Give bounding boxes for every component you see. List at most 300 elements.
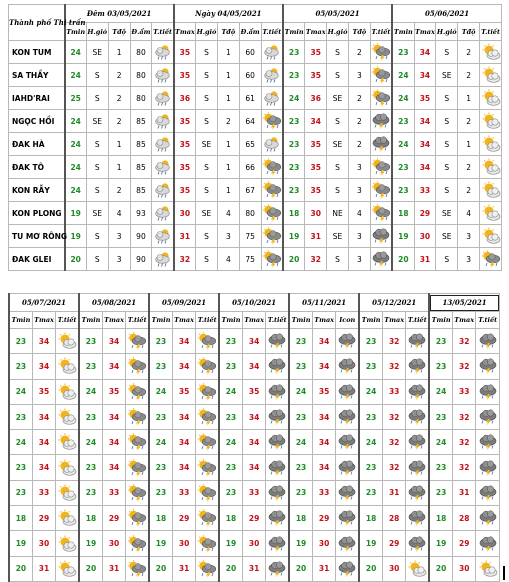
weather-cell [126,354,149,379]
value-cell: 32 [383,455,406,480]
rain-cloud-icon [152,250,172,268]
value-cell: 2 [217,110,239,133]
weather-cell [56,430,79,455]
column-header: Tmax [172,312,195,329]
value-cell: 23 [429,354,452,379]
value-cell: 3 [458,248,480,271]
value-cell: S [196,225,218,248]
storm-sun-icon [126,509,148,527]
city-name: TU MƠ RÔNG [9,225,65,248]
weather-cell [152,64,174,87]
value-cell: S [327,248,349,271]
column-header: Đ.ẩm [239,23,261,41]
column-header: T.tiết [196,312,219,329]
value-cell: 32 [174,248,196,271]
column-header: Tmin [149,312,172,329]
value-cell: 1 [458,133,480,156]
column-header: Tmin [359,312,382,329]
weather-cell [152,133,174,156]
value-cell: SE [327,87,349,110]
weather-cell [336,531,359,556]
value-cell: 24 [149,379,172,404]
value-cell: SE [436,225,458,248]
value-cell: 3 [348,248,370,271]
value-cell: SE [327,133,349,156]
column-header: Tđộ [458,23,480,41]
storm-sun-icon [262,112,282,130]
weather-cell [266,556,289,581]
value-cell: 90 [130,225,152,248]
table-row [9,329,500,354]
value-cell: 24 [9,379,32,404]
weather-cell [266,430,289,455]
table-row [9,225,502,248]
rain-cloud-icon [152,89,172,107]
sun-cloud-icon [56,484,78,502]
value-cell: 2 [458,41,480,64]
value-cell: S [196,64,218,87]
weather-cell [56,379,79,404]
value-cell: 34 [32,354,55,379]
value-cell: 24 [65,110,87,133]
weather-cell [152,87,174,110]
weather-cell [196,354,219,379]
value-cell: 24 [283,87,305,110]
value-cell: 32 [383,354,406,379]
value-cell: 31 [414,248,436,271]
value-cell: 34 [102,430,125,455]
value-cell: 23 [392,179,414,202]
weather-cell [196,531,219,556]
storm-cloud-icon [476,459,499,477]
value-cell: 23 [9,354,32,379]
sun-cloud-icon [480,89,501,107]
storm-sun-icon [480,250,501,268]
value-cell: 19 [219,531,242,556]
value-cell: 23 [219,480,242,505]
column-header: Tmax [102,312,125,329]
weather-cell [56,354,79,379]
storm-sun-icon [371,158,391,176]
storm-cloud-icon [336,357,358,375]
value-cell: 29 [32,506,55,531]
value-cell: 35 [174,110,196,133]
value-cell: 34 [172,404,195,429]
weather-cell [476,506,500,531]
column-header: Tmax [174,23,196,41]
value-cell: 4 [217,248,239,271]
value-cell: 23 [149,404,172,429]
value-cell: 34 [312,430,335,455]
value-cell: 35 [305,179,327,202]
sun-cloud-icon [56,383,78,401]
sun-cloud-icon [406,560,428,578]
value-cell: 35 [305,41,327,64]
value-cell: 31 [32,556,55,581]
rain-cloud-icon [262,89,282,107]
group-header: 05/09/2021 [149,294,219,312]
city-name: ĐAK TÔ [9,156,65,179]
column-header: Tmin [65,23,87,41]
storm-sun-icon [262,204,282,222]
storm-cloud-icon [406,459,428,477]
sun-cloud-icon [56,459,78,477]
value-cell: 32 [383,329,406,354]
weather-cell [56,480,79,505]
value-cell: 34 [312,329,335,354]
value-cell: 33 [102,480,125,505]
weather-cell [370,202,392,225]
storm-cloud-icon [336,484,358,502]
sun-cloud-icon [480,112,501,130]
weather-cell [126,404,149,429]
value-cell: 34 [305,110,327,133]
city-name: NGỌC HỒI [9,110,65,133]
value-cell: S [327,179,349,202]
weather-cell [196,556,219,581]
value-cell: 20 [392,248,414,271]
group-header: Ngày 04/05/2021 [174,5,283,23]
value-cell: 19 [65,225,87,248]
sun-cloud-icon [480,43,501,61]
storm-cloud-icon [406,484,428,502]
value-cell: 23 [79,329,102,354]
weather-cell [126,556,149,581]
value-cell: 30 [383,556,406,581]
value-cell: 35 [174,179,196,202]
value-cell: 23 [289,354,312,379]
value-cell: 34 [32,430,55,455]
storm-cloud-icon [266,484,288,502]
weather-cell [266,354,289,379]
value-cell: 24 [9,430,32,455]
value-cell: 28 [453,506,476,531]
value-cell: 3 [348,156,370,179]
sun-cloud-icon [480,158,501,176]
storm-cloud-icon [266,560,288,578]
weather-cell [126,430,149,455]
value-cell: SE [86,202,108,225]
value-cell: 25 [65,87,87,110]
storm-sun-icon [196,357,218,375]
weather-cell [370,248,392,271]
sun-cloud-icon [480,181,501,199]
column-header: Tmin [9,312,32,329]
value-cell: 30 [102,531,125,556]
forecast-table-2 [8,293,500,582]
weather-cell [126,531,149,556]
column-header: Tđộ [348,23,370,41]
value-cell: 24 [392,64,414,87]
value-cell: S [436,87,458,110]
value-cell: SE [86,110,108,133]
weather-cell [336,329,359,354]
table-row [9,455,500,480]
storm-cloud-icon [371,112,391,130]
storm-sun-icon [126,332,148,350]
value-cell: 4 [108,202,130,225]
storm-cloud-icon [476,408,499,426]
storm-sun-icon [196,484,218,502]
value-cell: 31 [102,556,125,581]
value-cell: 61 [239,87,261,110]
group-header: 05/12/2021 [359,294,429,312]
storm-cloud-icon [406,332,428,350]
value-cell: 33 [312,480,335,505]
value-cell: 1 [217,133,239,156]
column-header: Tmax [383,312,406,329]
value-cell: 34 [32,404,55,429]
weather-cell [406,404,429,429]
weather-cell [126,329,149,354]
value-cell: 36 [305,87,327,110]
storm-cloud-icon [476,484,499,502]
weather-cell [152,156,174,179]
value-cell: 23 [283,64,305,87]
weather-cell [126,480,149,505]
forecast-table-1 [8,4,502,271]
sun-cloud-icon [480,135,501,153]
value-cell: 23 [149,455,172,480]
value-cell: 23 [429,329,452,354]
value-cell: 32 [453,430,476,455]
value-cell: 34 [242,354,265,379]
storm-sun-icon [126,484,148,502]
rain-cloud-icon [152,227,172,245]
rain-cloud-icon [152,135,172,153]
rain-cloud-icon [152,158,172,176]
weather-cell [261,64,283,87]
value-cell: 24 [79,379,102,404]
table-row [9,556,500,581]
value-cell: S [327,64,349,87]
value-cell: 34 [172,430,195,455]
value-cell: 23 [359,404,382,429]
value-cell: 29 [383,531,406,556]
value-cell: 23 [289,404,312,429]
weather-cell [152,179,174,202]
value-cell: 24 [65,133,87,156]
value-cell: 35 [174,133,196,156]
rain-cloud-icon [152,204,172,222]
value-cell: 23 [79,455,102,480]
rain-cloud-icon [152,112,172,130]
column-header: Tmin [429,312,452,329]
sun-cloud-icon [56,357,78,375]
value-cell: 1 [217,156,239,179]
value-cell: 20 [429,556,452,581]
value-cell: 85 [130,133,152,156]
city-name: KON RẪY [9,179,65,202]
value-cell: 35 [174,156,196,179]
table-row [9,41,502,64]
value-cell: 29 [312,506,335,531]
value-cell: 34 [102,404,125,429]
column-header: Tmin [392,23,414,41]
table-row [9,248,502,271]
storm-cloud-icon [371,250,391,268]
weather-cell [476,531,500,556]
value-cell: 18 [9,506,32,531]
value-cell: 32 [383,430,406,455]
storm-cloud-icon [266,459,288,477]
value-cell: 20 [149,556,172,581]
value-cell: 19 [392,225,414,248]
storm-sun-icon [196,332,218,350]
value-cell: 2 [108,87,130,110]
weather-cell [406,354,429,379]
sun-cloud-icon [476,560,499,578]
value-cell: S [86,133,108,156]
value-cell: 34 [32,329,55,354]
value-cell: 23 [429,455,452,480]
column-header: Tmax [414,23,436,41]
weather-cell [56,531,79,556]
storm-sun-icon [196,408,218,426]
sun-cloud-icon [480,204,501,222]
value-cell: 24 [65,64,87,87]
weather-cell [336,404,359,429]
city-name: KON TUM [9,41,65,64]
value-cell: 18 [283,202,305,225]
storm-cloud-icon [336,535,358,553]
value-cell: 2 [348,133,370,156]
value-cell: 1 [217,179,239,202]
value-cell: 23 [9,455,32,480]
value-cell: 24 [149,430,172,455]
column-header: Tđộ [217,23,239,41]
storm-cloud-icon [336,332,358,350]
storm-cloud-icon [476,383,499,401]
value-cell: 35 [414,87,436,110]
weather-cell [196,430,219,455]
sun-cloud-icon [56,332,78,350]
value-cell: S [436,41,458,64]
value-cell: 1 [217,64,239,87]
value-cell: 23 [219,455,242,480]
value-cell: 23 [149,480,172,505]
storm-cloud-icon [476,357,499,375]
column-header: T.tiết [152,23,174,41]
value-cell: 29 [102,506,125,531]
weather-cell [406,430,429,455]
value-cell: 1 [217,87,239,110]
storm-cloud-icon [266,408,288,426]
rain-cloud-icon [262,66,282,84]
value-cell: 23 [9,404,32,429]
weather-cell [196,506,219,531]
value-cell: 34 [242,430,265,455]
weather-cell [370,41,392,64]
column-header: T.tiết [126,312,149,329]
value-cell: 34 [312,354,335,379]
value-cell: 19 [429,531,452,556]
weather-cell [126,455,149,480]
weather-cell [196,404,219,429]
weather-cell [480,64,502,87]
value-cell: 75 [239,248,261,271]
value-cell: 34 [172,329,195,354]
weather-cell [476,430,500,455]
column-header: H.gió [196,23,218,41]
value-cell: S [196,156,218,179]
city-name: IAHD'RAI [9,87,65,110]
column-header: T.tiết [370,23,392,41]
storm-sun-icon [262,227,282,245]
value-cell: 23 [392,156,414,179]
column-header: T.tiết [480,23,502,41]
value-cell: 35 [172,379,195,404]
value-cell: 18 [219,506,242,531]
value-cell: 23 [219,329,242,354]
weather-cell [480,179,502,202]
value-cell: 24 [219,430,242,455]
storm-sun-icon [126,535,148,553]
value-cell: 20 [65,248,87,271]
value-cell: 31 [453,480,476,505]
value-cell: 80 [130,41,152,64]
storm-sun-icon [262,181,282,199]
weather-cell [476,480,500,505]
value-cell: 18 [429,506,452,531]
column-header: Tmin [79,312,102,329]
storm-sun-icon [196,459,218,477]
weather-cell [56,329,79,354]
storm-cloud-icon [266,332,288,350]
weather-cell [406,329,429,354]
value-cell: 23 [219,354,242,379]
value-cell: SE [436,64,458,87]
column-header: Tmin [283,23,305,41]
column-header: H.gió [327,23,349,41]
storm-sun-icon [196,560,218,578]
group-header: 05/10/2021 [219,294,289,312]
weather-cell [370,133,392,156]
weather-cell [261,41,283,64]
sun-cloud-icon [480,66,501,84]
rain-cloud-icon [262,135,282,153]
weather-cell [476,556,500,581]
value-cell: 33 [242,480,265,505]
weather-cell [126,379,149,404]
value-cell: 23 [283,110,305,133]
city-name: KON PLONG [9,202,65,225]
value-cell: 36 [174,87,196,110]
column-header: Đ.ẩm [130,23,152,41]
value-cell: 80 [130,87,152,110]
sun-cloud-icon [56,535,78,553]
value-cell: 18 [359,506,382,531]
value-cell: 35 [32,379,55,404]
table-row [9,480,500,505]
value-cell: 35 [242,379,265,404]
value-cell: 20 [9,556,32,581]
group-header: 05/05/2021 [283,5,392,23]
value-cell: 19 [9,531,32,556]
value-cell: 30 [414,225,436,248]
weather-cell [476,354,500,379]
value-cell: 85 [130,156,152,179]
group-header: 05/07/2021 [9,294,79,312]
value-cell: 34 [414,41,436,64]
weather-cell [406,531,429,556]
group-header: 05/11/2021 [289,294,359,312]
sun-cloud-icon [56,433,78,451]
storm-sun-icon [196,509,218,527]
value-cell: 24 [359,430,382,455]
weather-cell [406,480,429,505]
sun-cloud-icon [56,408,78,426]
